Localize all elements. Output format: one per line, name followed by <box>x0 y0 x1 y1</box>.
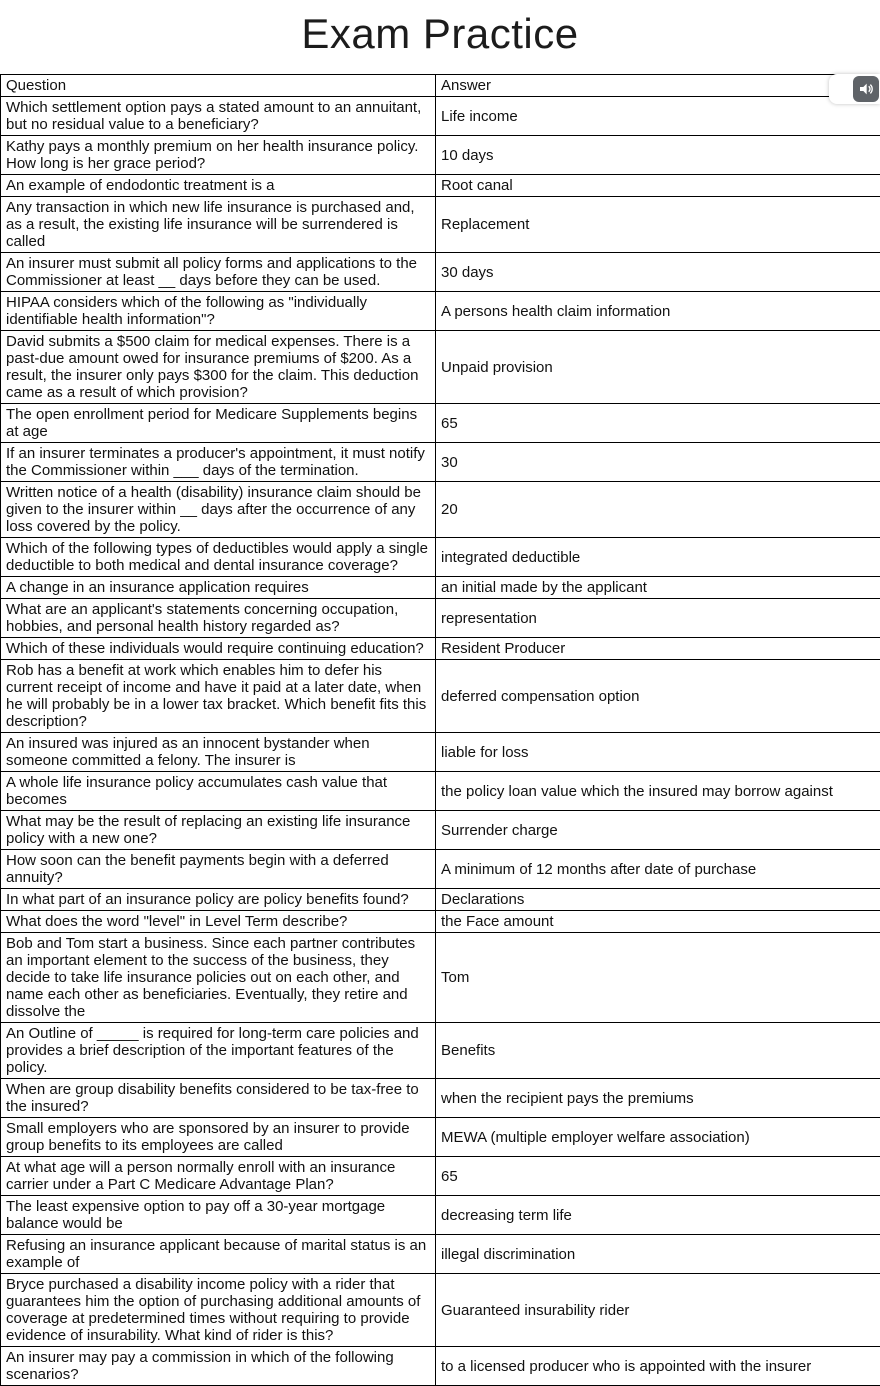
page-title: Exam Practice <box>0 0 880 74</box>
question-cell: Bob and Tom start a business. Since each partner contributes an important element to the success of the business, they decide to take life insurance policies out on each other, and name each other as beneficiaries. Eventually, they retire and dissolve the <box>1 933 436 1023</box>
table-row <box>1 1157 880 1196</box>
table-row <box>1 1274 880 1347</box>
answer-cell: Life income <box>436 97 880 136</box>
question-cell: Kathy pays a monthly premium on her health insurance policy. How long is her grace period? <box>1 136 436 175</box>
question-cell: Bryce purchased a disability income policy with a rider that guarantees him the option of purchasing additional amounts of coverage at predetermined times without requiring to provide evidence of insurability. What kind of rider is this? <box>1 1274 436 1347</box>
question-cell: Which of the following types of deductibles would apply a single deductible to both medical and dental insurance coverage? <box>1 538 436 577</box>
question-cell: What does the word "level" in Level Term describe? <box>1 911 436 933</box>
table-row <box>1 1196 880 1235</box>
question-cell: When are group disability benefits considered to be tax-free to the insured? <box>1 1079 436 1118</box>
answer-cell: decreasing term life <box>436 1196 880 1235</box>
exam-table-head <box>1 75 880 97</box>
question-column-header: Question <box>1 75 436 97</box>
question-cell: An insurer must submit all policy forms and applications to the Commissioner at least __ days before they can be used. <box>1 253 436 292</box>
question-cell: What may be the result of replacing an existing life insurance policy with a new one? <box>1 811 436 850</box>
answer-cell: 30 days <box>436 253 880 292</box>
answer-cell: when the recipient pays the premiums <box>436 1079 880 1118</box>
question-cell: Rob has a benefit at work which enables him to defer his current receipt of income and have it paid at a later date, when he will probably be in a lower tax bracket. Which benefit fits this description? <box>1 660 436 733</box>
answer-cell: 20 <box>436 482 880 538</box>
answer-cell: 10 days <box>436 136 880 175</box>
answer-cell: Declarations <box>436 889 880 911</box>
table-row <box>1 1235 880 1274</box>
question-cell: Which of these individuals would require continuing education? <box>1 638 436 660</box>
answer-cell: A minimum of 12 months after date of purchase <box>436 850 880 889</box>
answer-cell: 30 <box>436 443 880 482</box>
table-row <box>1 331 880 404</box>
read-aloud-control <box>829 74 880 104</box>
table-row <box>1 404 880 443</box>
question-cell: A whole life insurance policy accumulates cash value that becomes <box>1 772 436 811</box>
table-row <box>1 97 880 136</box>
question-cell: How soon can the benefit payments begin with a deferred annuity? <box>1 850 436 889</box>
table-row <box>1 660 880 733</box>
answer-cell: Surrender charge <box>436 811 880 850</box>
table-row <box>1 538 880 577</box>
table-row <box>1 911 880 933</box>
answer-cell: representation <box>436 599 880 638</box>
table-wrapper <box>0 74 880 1386</box>
question-cell: An insurer may pay a commission in which of the following scenarios? <box>1 1347 436 1386</box>
answer-column-header: Answer <box>436 75 880 97</box>
answer-cell: 65 <box>436 404 880 443</box>
answer-cell: Resident Producer <box>436 638 880 660</box>
table-row <box>1 443 880 482</box>
question-cell: An insured was injured as an innocent bystander when someone committed a felony. The insurer is <box>1 733 436 772</box>
question-cell: The open enrollment period for Medicare Supplements begins at age <box>1 404 436 443</box>
table-row <box>1 577 880 599</box>
question-cell: If an insurer terminates a producer's appointment, it must notify the Commissioner within ___ days of the termination. <box>1 443 436 482</box>
table-row <box>1 175 880 197</box>
answer-cell: liable for loss <box>436 733 880 772</box>
answer-cell: Benefits <box>436 1023 880 1079</box>
table-row <box>1 1023 880 1079</box>
table-row <box>1 1347 880 1386</box>
table-row <box>1 482 880 538</box>
question-cell: Refusing an insurance applicant because of marital status is an example of <box>1 1235 436 1274</box>
answer-cell: MEWA (multiple employer welfare association) <box>436 1118 880 1157</box>
exam-table <box>0 74 880 1386</box>
answer-cell: an initial made by the applicant <box>436 577 880 599</box>
answer-cell: illegal discrimination <box>436 1235 880 1274</box>
speaker-button[interactable] <box>853 76 879 102</box>
table-row <box>1 1079 880 1118</box>
question-cell: Any transaction in which new life insurance is purchased and, as a result, the existing life insurance will be surrendered is called <box>1 197 436 253</box>
table-row <box>1 889 880 911</box>
table-row <box>1 253 880 292</box>
speaker-icon <box>858 81 874 97</box>
answer-cell: 65 <box>436 1157 880 1196</box>
table-row <box>1 136 880 175</box>
question-cell: HIPAA considers which of the following as "individually identifiable health information"? <box>1 292 436 331</box>
answer-cell: Unpaid provision <box>436 331 880 404</box>
answer-cell: the Face amount <box>436 911 880 933</box>
table-row <box>1 811 880 850</box>
table-row <box>1 933 880 1023</box>
question-cell: An Outline of _____ is required for long-term care policies and provides a brief description of the important features of the policy. <box>1 1023 436 1079</box>
answer-cell: Replacement <box>436 197 880 253</box>
question-cell: Small employers who are sponsored by an insurer to provide group benefits to its employees are called <box>1 1118 436 1157</box>
table-row <box>1 197 880 253</box>
answer-cell: to a licensed producer who is appointed with the insurer <box>436 1347 880 1386</box>
question-cell: The least expensive option to pay off a 30-year mortgage balance would be <box>1 1196 436 1235</box>
question-cell: A change in an insurance application requires <box>1 577 436 599</box>
answer-cell: integrated deductible <box>436 538 880 577</box>
table-row <box>1 772 880 811</box>
answer-cell: the policy loan value which the insured may borrow against <box>436 772 880 811</box>
table-row <box>1 638 880 660</box>
question-cell: At what age will a person normally enroll with an insurance carrier under a Part C Medicare Advantage Plan? <box>1 1157 436 1196</box>
question-cell: Written notice of a health (disability) insurance claim should be given to the insurer within __ days after the occurrence of any loss covered by the policy. <box>1 482 436 538</box>
answer-cell: Root canal <box>436 175 880 197</box>
question-cell: Which settlement option pays a stated amount to an annuitant, but no residual value to a beneficiary? <box>1 97 436 136</box>
table-row <box>1 292 880 331</box>
table-row <box>1 733 880 772</box>
question-cell: David submits a $500 claim for medical expenses. There is a past-due amount owed for insurance premiums of $200. As a result, the insurer only pays $300 for the claim. This deduction came as a result of which provision? <box>1 331 436 404</box>
answer-cell: deferred compensation option <box>436 660 880 733</box>
table-row <box>1 599 880 638</box>
table-row <box>1 1118 880 1157</box>
answer-cell: A persons health claim information <box>436 292 880 331</box>
table-row <box>1 850 880 889</box>
answer-cell: Tom <box>436 933 880 1023</box>
question-cell: What are an applicant's statements concerning occupation, hobbies, and personal health history regarded as? <box>1 599 436 638</box>
question-cell: In what part of an insurance policy are policy benefits found? <box>1 889 436 911</box>
question-cell: An example of endodontic treatment is a <box>1 175 436 197</box>
header-row <box>1 75 880 97</box>
answer-cell: Guaranteed insurability rider <box>436 1274 880 1347</box>
exam-table-body <box>1 97 880 1386</box>
